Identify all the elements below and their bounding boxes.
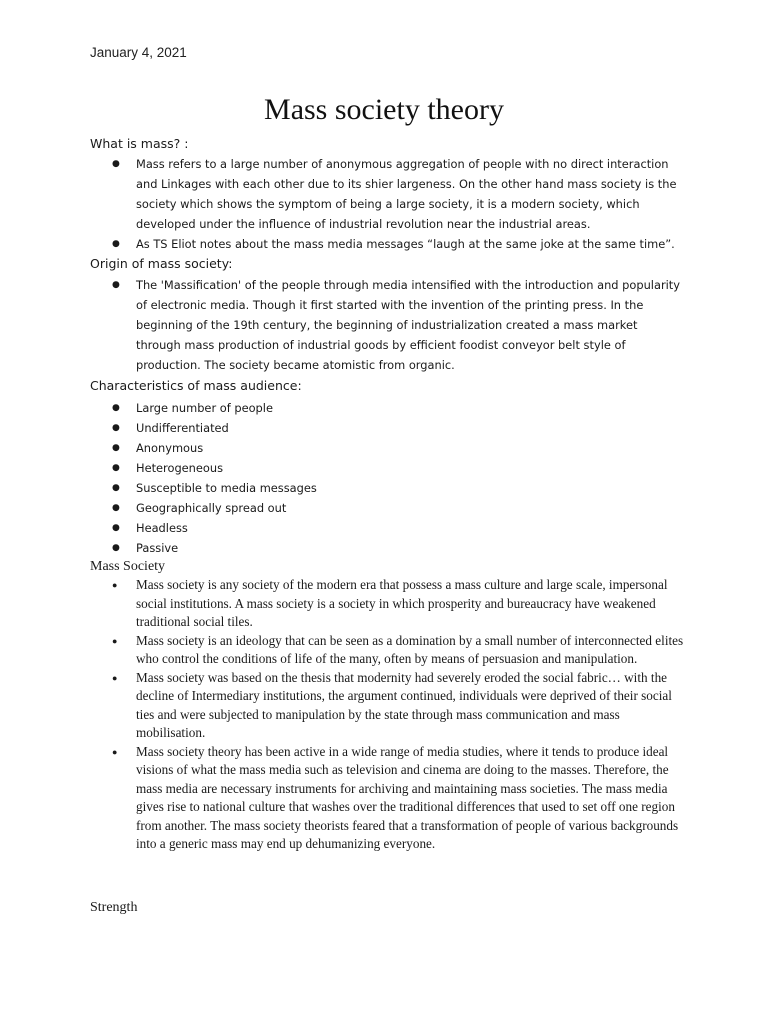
list-item: ● Susceptible to media messages [112,478,682,498]
bullet-icon: ● [112,543,120,553]
list-item: ● Anonymous [112,438,682,458]
bullet-icon: ● [112,580,118,590]
section-heading-origin: Origin of mass society: [90,256,233,271]
list-item: ● The 'Massification' of the people through media intensified with the introduction and popularity of electronic media. Though it first started with the invention of the printing press. In the beginning of the 19th century, the beginning of industrialization created a mass market through mass production of industrial goods by efficient foodist conveyor belt style of production. The society became atomistic from organic. [112,275,682,375]
section-heading-what-is-mass: What is mass? : [90,136,189,151]
bullet-icon: ● [112,443,120,453]
bullet-icon: ● [112,672,118,683]
bullet-icon: ● [112,239,120,249]
section-heading-characteristics: Characteristics of mass audience: [90,378,302,393]
bullet-icon: ● [112,403,120,413]
bullet-icon: ● [112,635,118,646]
bullet-icon: ● [112,483,120,493]
list-item: ● Heterogeneous [112,458,682,478]
bullet-icon: ● [112,423,120,433]
bullet-icon: ● [112,280,120,290]
list-item: ● As TS Eliot notes about the mass media messages “laugh at the same joke at the same time”. [112,234,682,254]
bullet-icon: ● [112,159,120,169]
bullet-icon: ● [112,523,120,533]
document-date: January 4, 2021 [90,45,187,60]
bullet-icon: ● [112,503,120,513]
what-is-mass-list [112,154,682,254]
list-item: ● Mass society is an ideology that can be seen as a domination by a small number of interconnected elites who control the conditions of life of the many, often by means of persuasion and manipulation. [112,632,684,666]
list-item: ● Large number of people [112,398,682,418]
list-item: ● Mass society is any society of the modern era that possess a mass culture and large scale, impersonal social institutions. A mass society is a society in which prosperity and bureaucracy have weakened traditional social tiles. [112,577,668,629]
mass-society-list [112,576,686,854]
page-title: Mass society theory [264,93,504,126]
list-item: ● Mass refers to a large number of anonymous aggregation of people with no direct interaction and Linkages with each other due to its shier largeness. On the other hand mass society is the society which shows the symptom of being a large society, it is a modern society, which developed under the influence of industrial revolution near the industrial areas. [112,154,682,234]
list-item: ● Mass society was based on the thesis that modernity had severely eroded the social fabric… with the decline of Intermediary institutions, the argument continued, individuals were deprived of their social ties and were subjected to manipulation by the state through mass communication and mass mobilisation. [112,669,672,740]
characteristics-list [112,398,682,558]
list-item: ● Geographically spread out [112,498,682,518]
bullet-icon: ● [112,746,118,757]
section-heading-mass-society: Mass Society [90,559,166,574]
section-heading-strength: Strength [90,900,138,915]
list-item: ● Passive [112,538,682,558]
list-item: ● Headless [112,518,682,538]
list-item: ● Mass society theory has been active in a wide range of media studies, where it tends to produce ideal visions of what the mass media such as television and cinema are doing to the masses. Therefore, the mass media are necessary instruments for archiving and maintaining mass societies. The mass media gives rise to national culture that washes over the traditional differences that used to set off one region from another. The mass society theorists feared that a transformation of people of various backgrounds into a generic mass may end up dehumanizing everyone. [112,743,679,851]
bullet-icon: ● [112,463,120,473]
list-item: ● Undifferentiated [112,418,682,438]
origin-list [112,275,682,375]
